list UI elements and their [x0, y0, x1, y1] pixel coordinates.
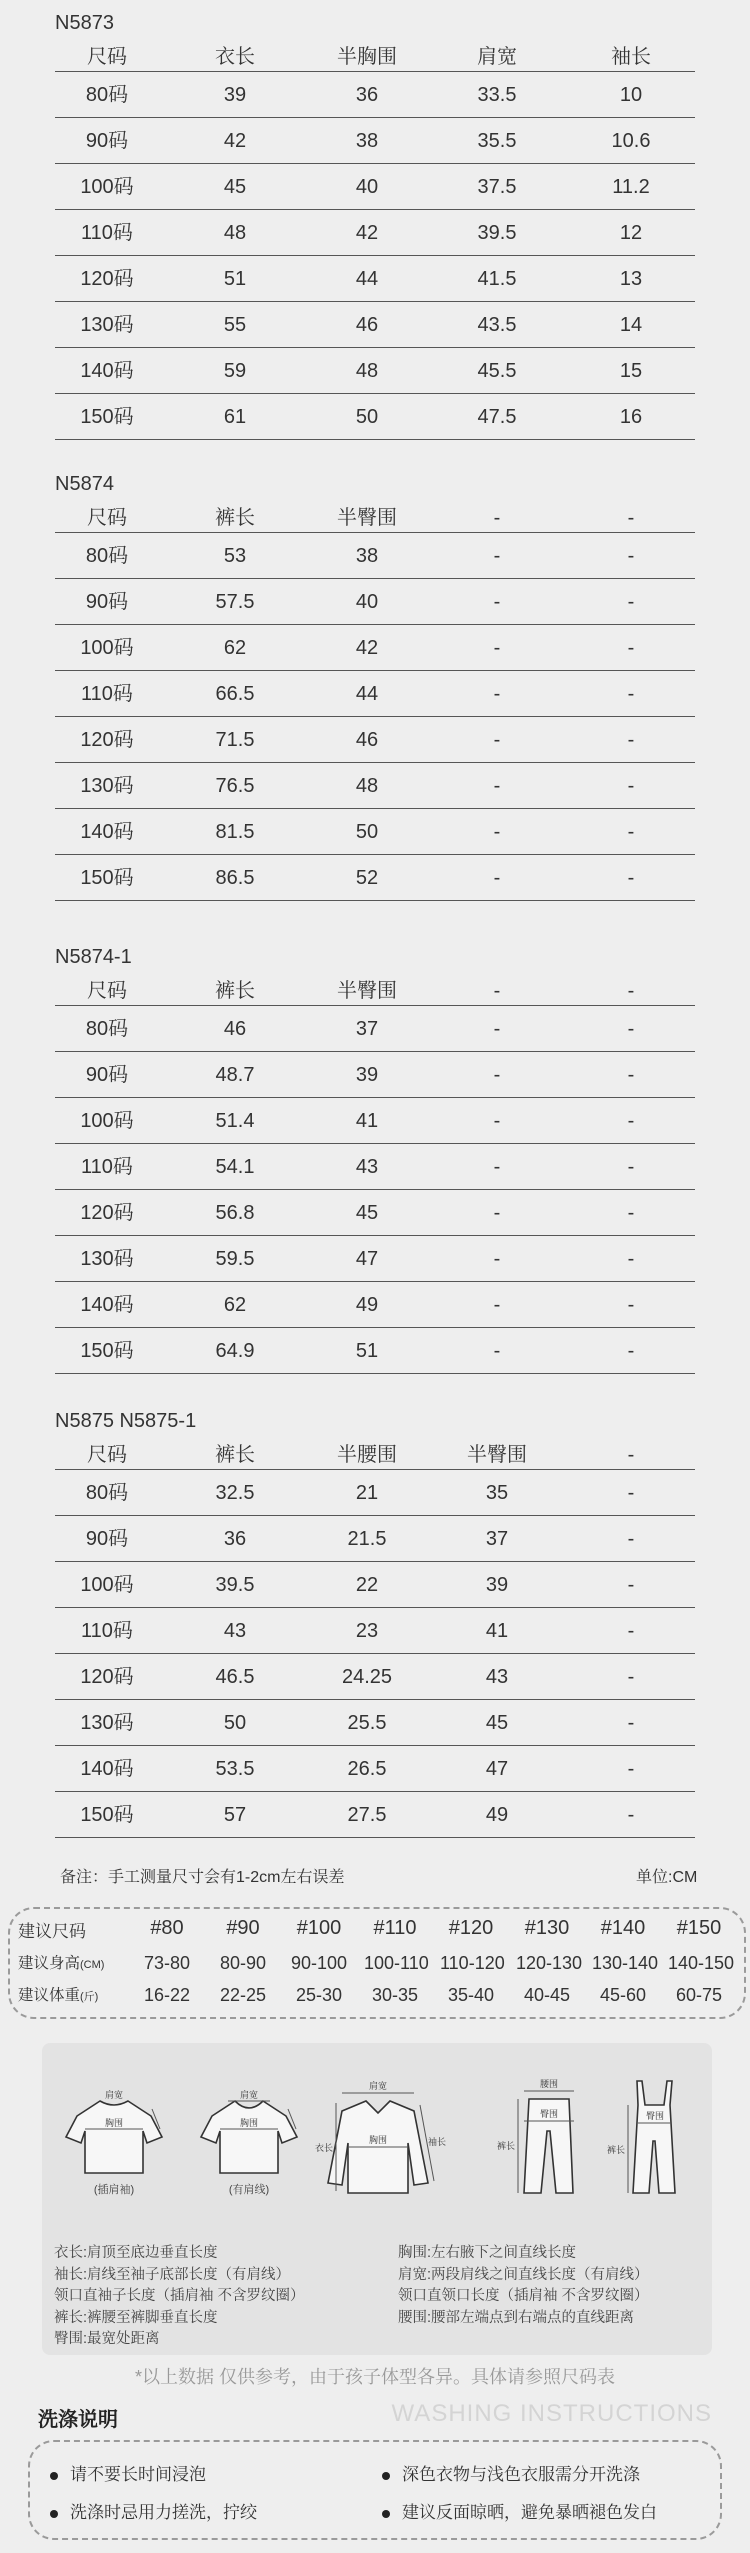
table-row	[55, 533, 695, 579]
table-cell: 11.2	[612, 176, 650, 198]
table-cell: 90码	[85, 1528, 129, 1550]
table-row	[55, 164, 695, 210]
table-cell: 27.5	[347, 1804, 387, 1826]
table-cell: -	[627, 775, 635, 797]
table-row	[55, 1098, 695, 1144]
table-row	[55, 1562, 695, 1608]
table-cell: 50	[223, 1712, 247, 1734]
table-cell: 50	[355, 406, 379, 428]
table-cell: 100码	[80, 1574, 134, 1596]
table-cell: 22	[355, 1574, 379, 1596]
rec-size-label: 建议尺码	[18, 1922, 86, 1941]
column-header: -	[493, 507, 501, 529]
table-cell: 71.5	[215, 729, 255, 751]
table-cell: 23	[355, 1620, 379, 1642]
bullet-icon	[50, 2472, 58, 2480]
table-cell: -	[493, 1340, 501, 1362]
table-cell: -	[493, 1294, 501, 1316]
table-cell: 36	[355, 84, 379, 106]
measurement-diagram-panel	[42, 2043, 712, 2355]
table-cell: 43.5	[477, 314, 517, 336]
column-header: 半臀围	[467, 1444, 527, 1466]
rec-height-cell: 100-110	[364, 1953, 429, 1973]
table-cell: 49	[355, 1294, 379, 1316]
definition-item: 胸围:左右腋下之间直线长度	[398, 2245, 577, 2261]
table-cell: -	[627, 1620, 635, 1642]
table-row	[55, 1746, 695, 1792]
table-cell: 48.7	[215, 1064, 255, 1086]
table-cell: 26.5	[347, 1758, 387, 1780]
rec-height-cell: 90-100	[290, 1953, 348, 1973]
pants-hip-label: 臀围	[539, 2109, 559, 2119]
column-header: 半胸围	[337, 46, 397, 68]
table-cell: 10	[619, 84, 643, 106]
column-header: 尺码	[87, 46, 127, 68]
table-cell: 39.5	[215, 1574, 255, 1596]
table-cell: 51	[355, 1340, 379, 1362]
table-cell: 59	[223, 360, 247, 382]
table-cell: -	[627, 1294, 635, 1316]
table-cell: 36	[223, 1528, 247, 1550]
table-cell: 56.8	[215, 1202, 255, 1224]
table-cell: 32.5	[215, 1482, 255, 1504]
shoulder-tee-icon	[201, 2101, 297, 2173]
table-cell: 35.5	[477, 130, 517, 152]
rec-size-cell: #120	[448, 1917, 494, 1939]
table-cell: 39	[485, 1574, 509, 1596]
measurement-note: 备注：手工测量尺寸会有1-2cm左右误差	[60, 1869, 345, 1886]
table-cell: -	[493, 545, 501, 567]
table-cell: -	[627, 1248, 635, 1270]
column-header: -	[493, 980, 501, 1002]
table-cell: 62	[223, 1294, 247, 1316]
table-cell: -	[627, 729, 635, 751]
rec-weight-cell: 60-75	[675, 1985, 723, 2005]
table-cell: 13	[619, 268, 643, 290]
table-cell: 48	[355, 775, 379, 797]
column-header: 半臀围	[337, 980, 397, 1002]
table-row	[55, 1006, 695, 1052]
definition-item: 腰围:腰部左端点到右端点的直线距离	[398, 2309, 635, 2326]
model-number: N5874	[55, 473, 114, 495]
table-cell: -	[627, 1712, 635, 1734]
table-cell: 50	[355, 821, 379, 843]
table-cell: 57	[223, 1804, 247, 1826]
table-cell: 47.5	[477, 406, 517, 428]
jacket-shoulder-label: 肩宽	[368, 2081, 388, 2091]
table-cell: -	[493, 775, 501, 797]
table-cell: -	[493, 591, 501, 613]
table-cell: 37	[355, 1018, 379, 1040]
table-row	[55, 210, 695, 256]
table-cell: 76.5	[215, 775, 255, 797]
table-cell: -	[627, 1156, 635, 1178]
table-cell: 120码	[80, 268, 134, 290]
bullet-icon	[382, 2472, 390, 2480]
table-cell: 80码	[85, 545, 129, 567]
definitions-left	[54, 2243, 305, 2351]
table-row	[55, 1282, 695, 1328]
table-cell: -	[627, 683, 635, 705]
unit-label: 单位:CM	[636, 1869, 698, 1886]
column-header: -	[627, 507, 635, 529]
disclaimer-text: *以上数据 仅供参考，由于孩子体型各异。具体请参照尺码表	[134, 2367, 615, 2387]
jacket-chest-label: 胸围	[368, 2135, 388, 2145]
row-divider	[55, 900, 695, 901]
table-cell: 15	[619, 360, 643, 382]
table-cell: 48	[355, 360, 379, 382]
table-cell: 46	[355, 729, 379, 751]
table-cell: 52	[355, 867, 379, 889]
table-cell: 120码	[80, 1202, 134, 1224]
table-cell: 120码	[80, 1666, 134, 1688]
table-row	[55, 1236, 695, 1282]
table-row	[55, 855, 695, 901]
recommended-size-table	[8, 1907, 746, 2019]
table-cell: 47	[355, 1248, 379, 1270]
table-cell: 39	[223, 84, 247, 106]
table-cell: -	[493, 1064, 501, 1086]
table-cell: -	[627, 1064, 635, 1086]
row-divider	[55, 439, 695, 440]
washing-title: 洗涤说明	[38, 2409, 118, 2431]
table-cell: 41.5	[477, 268, 517, 290]
table-cell: -	[627, 1666, 635, 1688]
definition-item: 领口直领口长度（插肩袖 不含罗纹圈）	[398, 2288, 649, 2304]
table-cell: 150码	[80, 1340, 134, 1362]
definitions-right	[398, 2243, 649, 2329]
pants-length-label: 裤长	[496, 2141, 516, 2151]
table-cell: -	[493, 1018, 501, 1040]
table-row	[55, 118, 695, 164]
rec-weight-cell: 45-60	[599, 1985, 647, 2005]
rec-weight-cell: 30-35	[371, 1985, 419, 2005]
table-row	[55, 1470, 695, 1516]
table-cell: 38	[355, 545, 379, 567]
table-cell: -	[627, 1528, 635, 1550]
table-cell: 54.1	[215, 1156, 255, 1178]
table-cell: 43	[223, 1620, 247, 1642]
table-cell: 45	[355, 1202, 379, 1224]
table-cell: -	[493, 1156, 501, 1178]
table-cell: 37.5	[477, 176, 517, 198]
table-cell: 100码	[80, 1110, 134, 1132]
table-cell: -	[627, 1340, 635, 1362]
table-row	[55, 348, 695, 394]
table-cell: -	[493, 729, 501, 751]
table-cell: 47	[485, 1758, 509, 1780]
table-cell: 38	[355, 130, 379, 152]
table-row	[55, 625, 695, 671]
table-cell: 41	[355, 1110, 379, 1132]
table-cell: 59.5	[215, 1248, 255, 1270]
table-cell: 110码	[81, 1156, 133, 1178]
table-cell: -	[627, 1574, 635, 1596]
table-cell: 46	[223, 1018, 247, 1040]
overalls-length-label: 裤长	[606, 2145, 626, 2155]
overalls-hip-label: 臀围	[645, 2111, 665, 2121]
column-header: 半臀围	[337, 507, 397, 529]
table-cell: -	[627, 1018, 635, 1040]
column-header: 衣长	[215, 46, 255, 68]
table-cell: 43	[485, 1666, 509, 1688]
rec-size-cell: #130	[524, 1917, 570, 1939]
table-cell: 80码	[85, 84, 129, 106]
table-cell: 51	[223, 268, 247, 290]
tee1-caption: (插肩袖)	[93, 2184, 135, 2196]
table-cell: -	[493, 637, 501, 659]
table-cell: 140码	[80, 821, 134, 843]
table-cell: -	[627, 821, 635, 843]
table-cell: -	[627, 867, 635, 889]
rec-weight-label: 建议体重(斤)	[18, 1987, 99, 2004]
table-header-row	[55, 1440, 695, 1470]
table-cell: 44	[355, 268, 379, 290]
table-cell: 40	[355, 176, 379, 198]
table-cell: 39	[355, 1064, 379, 1086]
table-cell: 61	[223, 406, 247, 428]
table-cell: 110码	[81, 222, 133, 244]
table-cell: 81.5	[215, 821, 255, 843]
tee1-chest-label: 胸围	[104, 2118, 124, 2128]
rec-size-cell: #150	[676, 1917, 722, 1939]
table-cell: 46.5	[215, 1666, 255, 1688]
table-cell: 140码	[80, 1758, 134, 1780]
table-cell: 45	[485, 1712, 509, 1734]
table-cell: 43	[355, 1156, 379, 1178]
table-cell: 44	[355, 683, 379, 705]
table-row	[55, 1654, 695, 1700]
table-header-row	[55, 976, 695, 1006]
model-number: N5873	[55, 12, 114, 34]
table-cell: 55	[223, 314, 247, 336]
table-cell: 25.5	[347, 1712, 387, 1734]
pants-waist-label: 腰围	[539, 2079, 559, 2089]
table-row	[55, 394, 695, 440]
column-header: 裤长	[215, 980, 255, 1002]
tee2-shoulder-label: 肩宽	[239, 2090, 259, 2100]
table-cell: 51.4	[215, 1110, 255, 1132]
rec-size-cell: #100	[296, 1917, 342, 1939]
table-cell: -	[493, 1202, 501, 1224]
table-cell: 130码	[80, 1248, 134, 1270]
table-row	[55, 1144, 695, 1190]
table-cell: 140码	[80, 360, 134, 382]
table-cell: 21.5	[347, 1528, 387, 1550]
overalls-icon	[633, 2081, 675, 2193]
table-cell: 150码	[80, 406, 134, 428]
table-cell: 90码	[85, 591, 129, 613]
table-cell: 33.5	[477, 84, 517, 106]
table-row	[55, 809, 695, 855]
definition-item: 领口直袖子长度（插肩袖 不含罗纹圈）	[54, 2288, 305, 2304]
table-cell: -	[493, 867, 501, 889]
table-cell: -	[627, 545, 635, 567]
bullet-icon	[50, 2510, 58, 2518]
table-cell: 49	[485, 1804, 509, 1826]
table-row	[55, 671, 695, 717]
rec-height-cell: 80-90	[219, 1953, 267, 1973]
table-row	[55, 302, 695, 348]
column-header: -	[627, 1444, 635, 1466]
table-cell: 42	[355, 637, 379, 659]
column-header: 袖长	[611, 46, 651, 68]
table-cell: 57.5	[215, 591, 255, 613]
rec-size-cell: #90	[226, 1917, 260, 1939]
rec-weight-cell: 16-22	[143, 1985, 191, 2005]
table-row	[55, 1792, 695, 1838]
table-cell: 35	[485, 1482, 509, 1504]
column-header: 裤长	[215, 507, 255, 529]
rec-weight-cell: 25-30	[295, 1985, 343, 2005]
table-cell: 45.5	[477, 360, 517, 382]
column-header: 半腰围	[337, 1444, 397, 1466]
table-row	[55, 1052, 695, 1098]
table-cell: 80码	[85, 1018, 129, 1040]
table-cell: 39.5	[477, 222, 517, 244]
washing-item: 请不要长时间浸泡	[50, 2460, 206, 2485]
column-header: 肩宽	[477, 46, 517, 68]
table-cell: 110码	[81, 683, 133, 705]
table-cell: 130码	[80, 775, 134, 797]
table-cell: 86.5	[215, 867, 255, 889]
rec-size-cell: #110	[373, 1917, 417, 1939]
table-row	[55, 1700, 695, 1746]
table-cell: 80码	[85, 1482, 129, 1504]
definition-item: 臀围:最宽处距离	[54, 2331, 160, 2347]
table-cell: 24.25	[341, 1666, 393, 1688]
table-row	[55, 763, 695, 809]
column-header: 裤长	[215, 1444, 255, 1466]
definition-item: 裤长:裤腰至裤脚垂直长度	[54, 2309, 218, 2326]
table-cell: 150码	[80, 1804, 134, 1826]
washing-item: 建议反面晾晒，避免暴晒褪色发白	[382, 2498, 657, 2523]
table-cell: 100码	[80, 176, 134, 198]
rec-size-cell: #80	[150, 1917, 184, 1939]
table-header-row	[55, 503, 695, 533]
table-row	[55, 1328, 695, 1374]
table-cell: -	[627, 1110, 635, 1132]
table-cell: 53.5	[215, 1758, 255, 1780]
table-header-row	[55, 42, 695, 72]
rec-height-cell: 130-140	[592, 1953, 659, 1973]
table-cell: -	[627, 637, 635, 659]
table-cell: 90码	[85, 1064, 129, 1086]
table-cell: 130码	[80, 1712, 134, 1734]
table-cell: 12	[619, 222, 643, 244]
table-cell: 45	[223, 176, 247, 198]
rec-height-cell: 73-80	[143, 1953, 191, 1973]
table-cell: 42	[355, 222, 379, 244]
definition-item: 衣长:肩顶至底边垂直长度	[54, 2245, 218, 2261]
definition-item: 袖长:肩线至袖子底部长度（有肩线）	[54, 2266, 291, 2283]
rec-height-label: 建议身高(CM)	[18, 1955, 105, 1972]
table-cell: -	[627, 1758, 635, 1780]
table-cell: 21	[355, 1482, 379, 1504]
table-cell: -	[493, 1110, 501, 1132]
raglan-tee-icon	[66, 2101, 162, 2173]
rec-weight-cell: 22-25	[219, 1985, 267, 2005]
column-header: -	[627, 980, 635, 1002]
rec-height-cell: 110-120	[440, 1953, 505, 1973]
rec-weight-cell: 35-40	[447, 1985, 495, 2005]
table-cell: 14	[619, 314, 643, 336]
washing-item: 深色衣物与浅色衣服需分开洗涤	[382, 2460, 640, 2485]
bullet-icon	[382, 2510, 390, 2518]
tee1-shoulder-label: 肩宽	[104, 2090, 124, 2100]
table-cell: 62	[223, 637, 247, 659]
table-row	[55, 1516, 695, 1562]
table-cell: 40	[355, 591, 379, 613]
column-header: 尺码	[87, 507, 127, 529]
washing-instructions-box	[28, 2440, 722, 2540]
row-divider	[55, 1837, 695, 1838]
tee2-chest-label: 胸围	[239, 2118, 259, 2128]
model-number: N5874-1	[55, 946, 132, 968]
table-row	[55, 1608, 695, 1654]
jacket-length-label: 衣长	[314, 2143, 334, 2153]
table-cell: 100码	[80, 637, 134, 659]
table-cell: 110码	[81, 1620, 133, 1642]
table-cell: 150码	[80, 867, 134, 889]
definition-item: 肩宽:两段肩线之间直线长度（有肩线）	[398, 2266, 649, 2283]
column-header: 尺码	[87, 980, 127, 1002]
table-cell: -	[627, 591, 635, 613]
table-row	[55, 72, 695, 118]
tee2-caption: (有肩线)	[228, 2184, 270, 2196]
rec-height-cell: 120-130	[516, 1953, 583, 1973]
table-cell: -	[627, 1202, 635, 1224]
table-row	[55, 1190, 695, 1236]
table-cell: 16	[619, 406, 643, 428]
table-cell: 48	[223, 222, 247, 244]
table-cell: 42	[223, 130, 247, 152]
table-cell: -	[493, 1248, 501, 1270]
table-cell: -	[493, 821, 501, 843]
table-cell: -	[627, 1482, 635, 1504]
table-cell: 64.9	[215, 1340, 255, 1362]
table-cell: 130码	[80, 314, 134, 336]
washing-title-en: WASHING INSTRUCTIONS	[391, 2400, 712, 2427]
row-divider	[55, 1373, 695, 1374]
table-cell: 46	[355, 314, 379, 336]
table-cell: 53	[223, 545, 247, 567]
table-row	[55, 579, 695, 625]
table-cell: 37	[485, 1528, 509, 1550]
table-cell: 41	[485, 1620, 509, 1642]
rec-size-cell: #140	[600, 1917, 646, 1939]
table-cell: -	[493, 683, 501, 705]
table-cell: -	[627, 1804, 635, 1826]
washing-item: 洗涤时忌用力搓洗，拧绞	[50, 2498, 257, 2523]
table-row	[55, 717, 695, 763]
jacket-sleeve-label: 袖长	[427, 2137, 447, 2147]
rec-weight-cell: 40-45	[523, 1985, 571, 2005]
table-row	[55, 256, 695, 302]
column-header: 尺码	[87, 1444, 127, 1466]
rec-height-cell: 140-150	[668, 1953, 735, 1973]
table-cell: 140码	[80, 1294, 134, 1316]
model-number: N5875 N5875-1	[55, 1410, 197, 1432]
table-cell: 90码	[85, 130, 129, 152]
table-cell: 66.5	[215, 683, 255, 705]
table-cell: 10.6	[611, 130, 651, 152]
table-cell: 120码	[80, 729, 134, 751]
